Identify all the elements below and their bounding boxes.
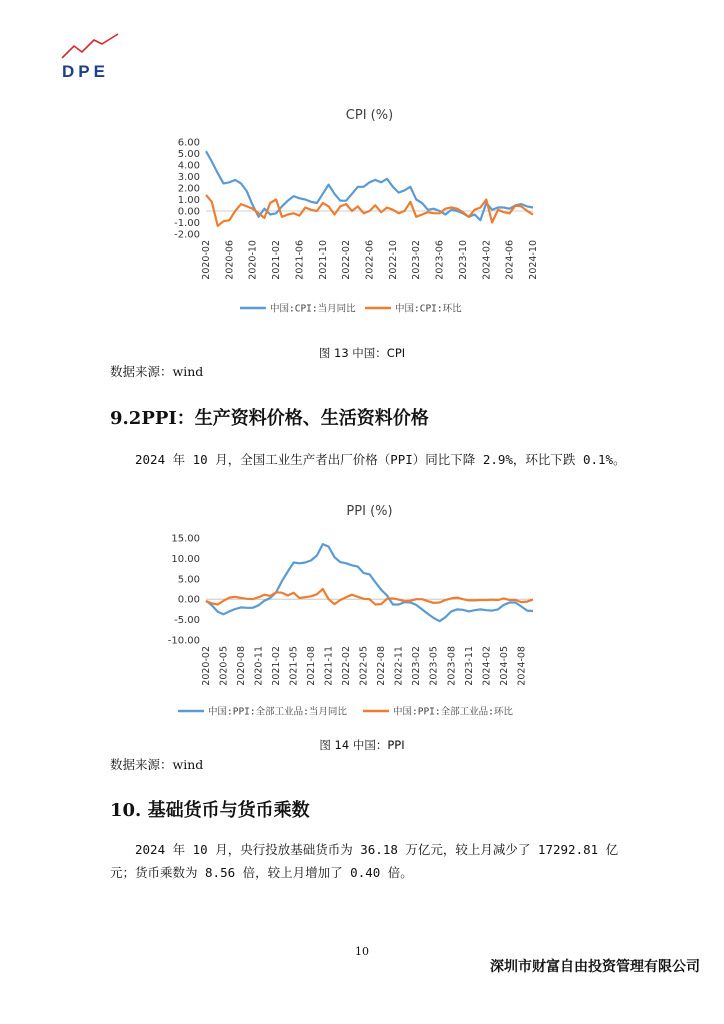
y-tick-label: 4.00 xyxy=(177,160,200,172)
y-tick-label: 0.00 xyxy=(177,594,200,606)
legend-label-1: 中国:PPI:全部工业品:当月同比 xyxy=(208,706,347,718)
x-tick-label: 2023-05 xyxy=(428,646,440,686)
series-line-1 xyxy=(206,544,533,621)
y-tick-label: 15.00 xyxy=(171,533,200,545)
logo-text: DPE xyxy=(62,62,109,81)
data-source-cpi: 数据来源：wind xyxy=(110,364,204,379)
x-tick-label: 2023-06 xyxy=(434,240,446,280)
x-tick-label: 2023-02 xyxy=(411,646,423,686)
x-tick-label: 2021-10 xyxy=(317,240,329,280)
x-tick-label: 2020-10 xyxy=(247,240,259,280)
y-tick-label: 10.00 xyxy=(171,553,200,565)
chart-title: CPI (%) xyxy=(345,108,394,123)
x-tick-label: 2021-02 xyxy=(271,240,283,280)
x-tick-label: 2022-02 xyxy=(341,240,353,280)
x-tick-label: 2022-02 xyxy=(341,646,353,686)
y-tick-label: -1.00 xyxy=(174,218,200,229)
y-tick-label: 3.00 xyxy=(177,172,200,183)
x-tick-label: 2021-08 xyxy=(306,646,318,686)
x-tick-label: 2021-02 xyxy=(271,646,283,686)
x-tick-label: 2023-02 xyxy=(411,240,423,280)
legend-label-2: 中国:CPI:环比 xyxy=(395,303,462,315)
x-tick-label: 2023-10 xyxy=(457,240,469,280)
x-tick-label: 2024-08 xyxy=(516,646,528,686)
y-tick-label: 0.00 xyxy=(177,206,200,218)
section-ppi-text: 2024 年 10 月，全国工业生产者出厂价格（PPI）同比下降 2.9%，环比下跌 0.1%。 xyxy=(135,452,626,467)
chart-title: PPI (%) xyxy=(346,504,393,519)
x-tick-label: 2020-02 xyxy=(201,646,212,686)
x-tick-label: 2024-02 xyxy=(481,240,493,280)
page-number: 10 xyxy=(355,945,369,958)
x-tick-label: 2020-08 xyxy=(236,646,248,686)
y-tick-label: 5.00 xyxy=(177,149,200,160)
y-tick-label: -10.00 xyxy=(167,635,200,647)
x-tick-label: 2020-02 xyxy=(201,240,212,280)
y-tick-label: 2.00 xyxy=(177,183,200,195)
x-tick-label: 2020-11 xyxy=(253,646,265,686)
section-ppi-heading: 9.2PPI：生产资料价格、生活资料价格 xyxy=(110,408,429,429)
x-tick-label: 2021-05 xyxy=(288,646,300,686)
company-name: 深圳市财富自由投资管理有限公司 xyxy=(490,959,700,975)
figure-14-caption: 图 14 中国：PPI xyxy=(319,738,405,752)
x-tick-label: 2024-02 xyxy=(481,646,493,686)
x-tick-label: 2021-06 xyxy=(294,240,306,280)
figure-13-caption: 图 13 中国：CPI xyxy=(318,346,406,360)
x-tick-label: 2023-11 xyxy=(463,646,475,686)
series-line-2 xyxy=(206,589,533,605)
x-tick-label: 2024-10 xyxy=(528,240,539,280)
legend-label-2: 中国:PPI:全部工业品:环比 xyxy=(393,706,513,718)
x-tick-label: 2024-05 xyxy=(498,646,510,686)
x-tick-label: 2021-11 xyxy=(323,646,335,686)
x-tick-label: 2020-06 xyxy=(224,240,236,280)
logo-swoosh xyxy=(60,32,122,62)
x-tick-label: 2020-05 xyxy=(218,646,230,686)
y-tick-label: 1.00 xyxy=(177,195,200,206)
x-tick-label: 2022-11 xyxy=(393,646,405,686)
x-tick-label: 2023-08 xyxy=(446,646,458,686)
x-tick-label: 2022-10 xyxy=(387,240,399,280)
data-source-ppi: 数据来源：wind xyxy=(110,757,204,772)
x-tick-label: 2022-06 xyxy=(364,240,376,280)
section-base-money-heading: 10. 基础货币与货币乘数 xyxy=(110,800,310,821)
y-tick-label: 6.00 xyxy=(177,137,200,149)
x-tick-label: 2024-06 xyxy=(504,239,516,280)
x-tick-label: 2022-08 xyxy=(376,646,388,686)
cpi-chart xyxy=(0,95,724,425)
y-tick-label: -2.00 xyxy=(174,229,200,241)
x-tick-label: 2022-05 xyxy=(358,646,370,686)
ppi-chart xyxy=(0,495,724,740)
section-base-money-text: 2024 年 10 月，央行投放基础货币为 36.18 万亿元，较上月减少了 17292.81 亿元；货币乘数为 8.56 倍，较上月增加了 0.40 倍。 xyxy=(110,842,619,880)
legend-label-1: 中国:CPI:当月同比 xyxy=(270,303,356,315)
y-tick-label: -5.00 xyxy=(174,615,200,627)
y-tick-label: 5.00 xyxy=(177,574,200,586)
